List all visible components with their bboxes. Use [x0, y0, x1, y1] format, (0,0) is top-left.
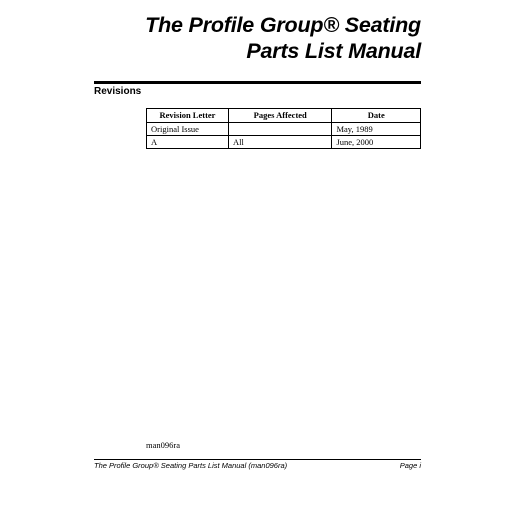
- footer-divider: [94, 459, 421, 460]
- document-title-line-2: Parts List Manual: [246, 39, 421, 63]
- column-header-pages-affected: Pages Affected: [229, 109, 332, 123]
- table-row: [147, 136, 421, 149]
- document-code: man096ra: [146, 440, 180, 450]
- column-header-revision-letter: Revision Letter: [147, 109, 229, 123]
- pages-affected-cell: All: [229, 136, 332, 149]
- revision-letter-cell: A: [147, 136, 229, 149]
- table-header-row: [147, 109, 421, 123]
- title-divider: [94, 81, 421, 84]
- revisions-table: [146, 108, 421, 149]
- footer-document-title: The Profile Group® Seating Parts List Manual (man096ra): [94, 461, 288, 470]
- revision-letter-cell: Original Issue: [147, 123, 229, 136]
- date-cell: June, 2000: [332, 136, 421, 149]
- section-heading: Revisions: [94, 86, 142, 97]
- table-row: [147, 123, 421, 136]
- date-cell: May, 1989: [332, 123, 421, 136]
- document-title: [145, 12, 421, 64]
- document-title-line-1: The Profile Group® Seating: [145, 13, 421, 37]
- page-number: Page i: [399, 461, 421, 470]
- pages-affected-cell: [229, 123, 332, 136]
- column-header-date: Date: [332, 109, 421, 123]
